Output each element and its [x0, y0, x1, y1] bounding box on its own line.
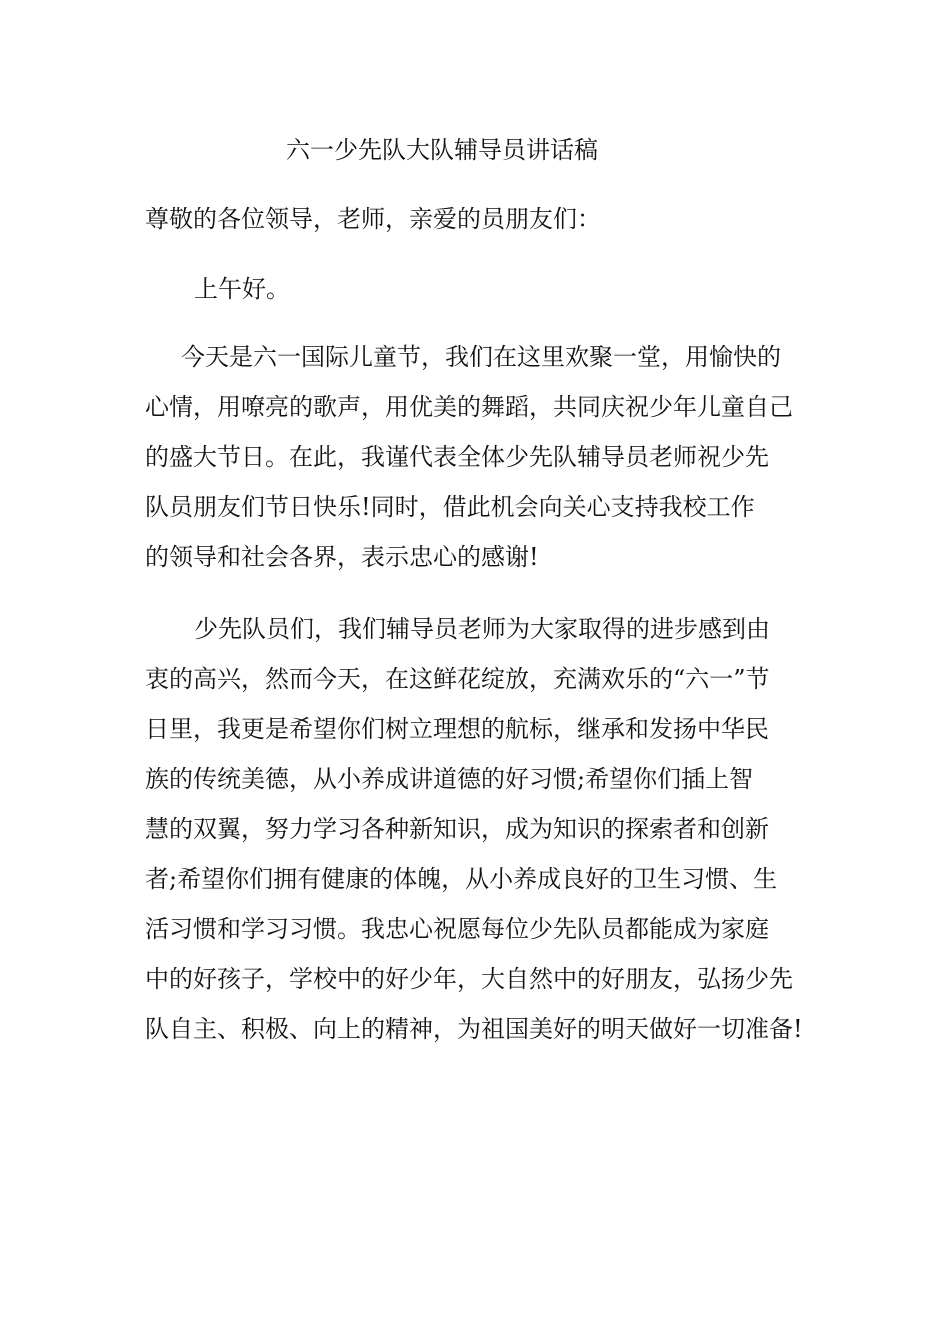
paragraph-2-line: 慧的双翼，努力学习各种新知识，成为知识的探索者和创新: [145, 815, 769, 843]
paragraph-1-line: 的领导和社会各界，表示忠心的感谢!: [145, 543, 539, 571]
paragraph-2-line: 队自主、积极、向上的精神，为祖国美好的明天做好一切准备!: [145, 1015, 803, 1043]
paragraph-2: [145, 604, 815, 1054]
paragraph-1: [145, 332, 815, 582]
paragraph-2-line: 者;希望你们拥有健康的体魄，从小养成良好的卫生习惯、生: [145, 865, 778, 893]
paragraph-2-line: 衷的高兴，然而今天，在这鲜花绽放，充满欢乐的“六一”节: [145, 665, 770, 693]
paragraph-2-line: 中的好孩子，学校中的好少年，大自然中的好朋友，弘扬少先: [145, 965, 793, 993]
paragraph-2-line: 族的传统美德，从小养成讲道德的好习惯;希望你们插上智: [145, 765, 754, 793]
paragraph-2-line: 少先队员们，我们辅导员老师为大家取得的进步感到由: [194, 615, 770, 643]
paragraph-2-line: 日里，我更是希望你们树立理想的航标，继承和发扬中华民: [145, 715, 769, 743]
greeting: 上午好。: [194, 275, 290, 303]
paragraph-1-line: 今天是六一国际儿童节，我们在这里欢聚一堂，用愉快的: [181, 343, 781, 371]
paragraph-1-line: 心情，用嘹亮的歌声，用优美的舞蹈，共同庆祝少年儿童自己: [145, 393, 793, 421]
salutation: 尊敬的各位领导，老师，亲爱的员朋友们：: [145, 205, 601, 233]
document-title: 六一少先队大队辅导员讲话稿: [286, 136, 598, 164]
paragraph-1-line: 的盛大节日。在此，我谨代表全体少先队辅导员老师祝少先: [145, 443, 769, 471]
paragraph-1-line: 队员朋友们节日快乐!同时，借此机会向关心支持我校工作: [145, 493, 755, 521]
paragraph-2-line: 活习惯和学习习惯。我忠心祝愿每位少先队员都能成为家庭: [145, 915, 769, 943]
